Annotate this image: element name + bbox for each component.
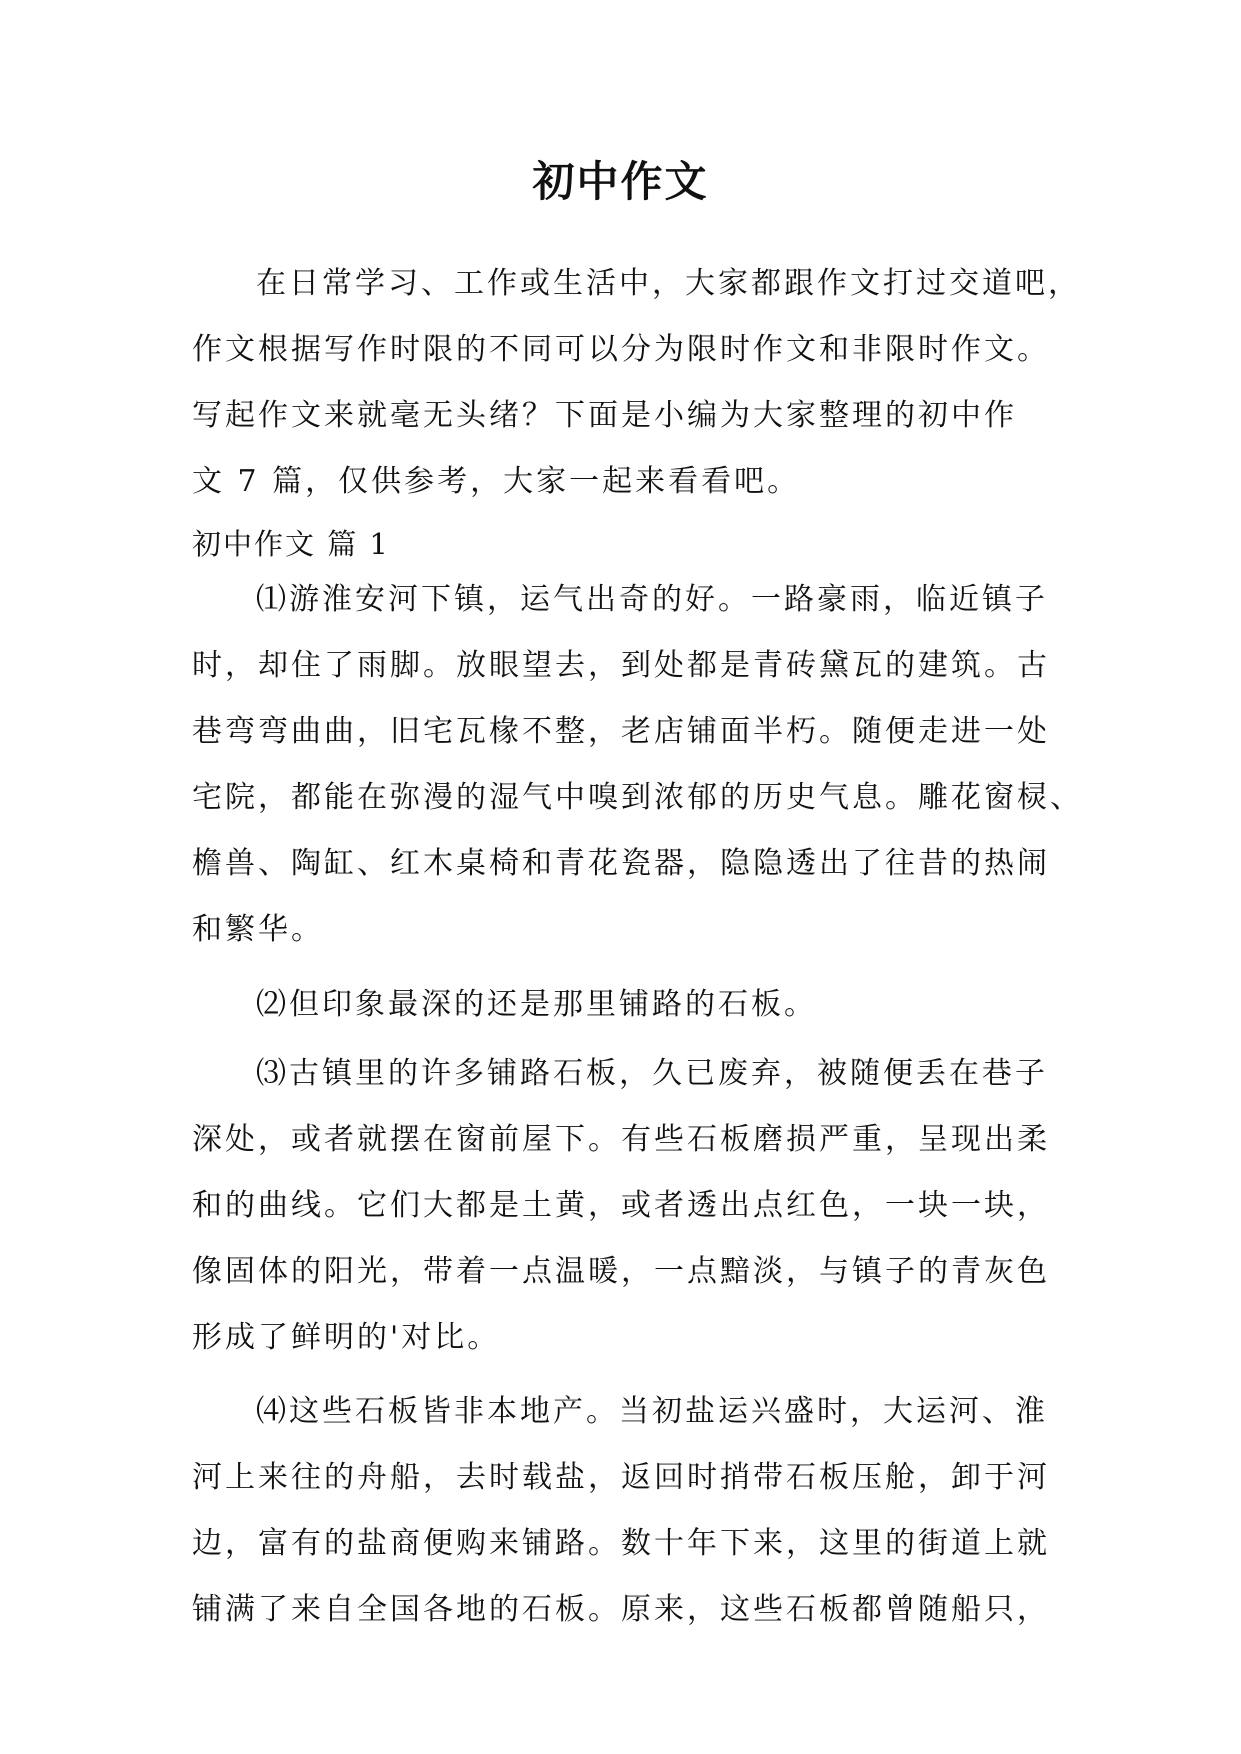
- intro-line: 在日常学习、工作或生活中，大家都跟作文打过交道吧，: [256, 266, 1081, 301]
- paragraph-4: [192, 1379, 1062, 1643]
- paragraph-line: ⑵但印象最深的还是那里铺路的石板。: [256, 987, 817, 1022]
- paragraph-line: 边，富有的盐商便购来铺路。数十年下来，这里的街道上就: [192, 1526, 1050, 1561]
- paragraph-line: 巷弯弯曲曲，旧宅瓦椽不整，老店铺面半朽。随便走进一处: [192, 714, 1050, 749]
- paragraph-line: 宅院，都能在弥漫的湿气中嗅到浓郁的历史气息。雕花窗棂、: [192, 780, 1083, 815]
- paragraph-line: 河上来往的舟船，去时载盐，返回时捎带石板压舱，卸于河: [192, 1460, 1050, 1495]
- intro-line: 写起作文来就毫无头绪？下面是小编为大家整理的初中作: [192, 398, 1017, 433]
- section-heading: 初中作文 篇 1: [192, 527, 390, 561]
- document-title: 初中作文: [532, 157, 709, 206]
- paragraph-line: 和繁华。: [192, 912, 324, 947]
- paragraph-line: 深处，或者就摆在窗前屋下。有些石板磨损严重，呈现出柔: [192, 1122, 1050, 1157]
- paragraph-line: ⑴游淮安河下镇，运气出奇的好。一路豪雨，临近镇子: [256, 582, 1048, 617]
- paragraph-line: 像固体的阳光，带着一点温暖，一点黯淡，与镇子的青灰色: [192, 1254, 1050, 1289]
- paragraph-line: 和的曲线。它们大都是土黄，或者透出点红色，一块一块，: [192, 1188, 1050, 1223]
- paragraph-line: ⑶古镇里的许多铺路石板，久已废弃，被随便丢在巷子: [256, 1056, 1048, 1091]
- paragraph-line: 时，却住了雨脚。放眼望去，到处都是青砖黛瓦的建筑。古: [192, 648, 1050, 683]
- paragraph-2: [192, 972, 1062, 1038]
- paragraph-line: 檐兽、陶缸、红木桌椅和青花瓷器，隐隐透出了往昔的热闹: [192, 846, 1050, 881]
- paragraph-line: 形成了鲜明的'对比。: [192, 1320, 501, 1355]
- intro-paragraph: [192, 251, 1081, 515]
- intro-line: 文 7 篇，仅供参考，大家一起来看看吧。: [192, 464, 801, 499]
- paragraph-3: [192, 1041, 1062, 1371]
- paragraph-line: 铺满了来自全国各地的石板。原来，这些石板都曾随船只，: [192, 1592, 1050, 1627]
- paragraph-line: ⑷这些石板皆非本地产。当初盐运兴盛时，大运河、淮: [256, 1394, 1048, 1429]
- intro-line: 作文根据写作时限的不同可以分为限时作文和非限时作文。: [192, 332, 1050, 367]
- paragraph-1: [192, 567, 1083, 963]
